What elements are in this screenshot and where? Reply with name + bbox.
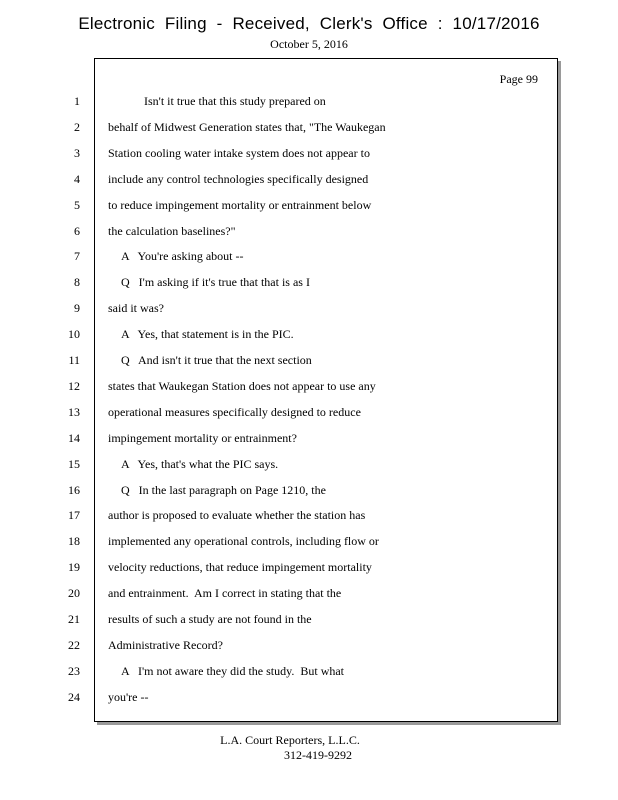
transcript-line	[0, 118, 618, 144]
line-text: said it was?	[108, 301, 164, 316]
line-number: 8	[74, 275, 80, 290]
line-number: 15	[68, 456, 80, 471]
reporter-company: L.A. Court Reporters, L.L.C.	[220, 733, 360, 747]
line-text: A You're asking about --	[121, 249, 244, 264]
line-number: 18	[68, 534, 80, 549]
line-number: 17	[68, 508, 80, 523]
line-text: velocity reductions, that reduce impingement mortality	[108, 560, 372, 575]
line-number: 6	[74, 223, 80, 238]
line-number: 23	[68, 663, 80, 678]
line-text: A Yes, that's what the PIC says.	[121, 456, 279, 471]
transcript-line	[0, 403, 618, 429]
transcript-line	[0, 273, 618, 299]
line-text: the calculation baselines?"	[108, 223, 236, 238]
transcript-line	[0, 481, 618, 507]
line-text: impingement mortality or entrainment?	[108, 430, 297, 445]
line-text: Station cooling water intake system does not appear to	[108, 145, 370, 160]
line-number: 24	[68, 689, 80, 704]
line-text: Q In the last paragraph on Page 1210, the	[121, 482, 326, 497]
transcript-line	[0, 196, 618, 222]
line-text: Administrative Record?	[108, 637, 223, 652]
line-text: implemented any operational controls, including flow or	[108, 534, 379, 549]
line-text: include any control technologies specifically designed	[108, 171, 369, 186]
line-number: 11	[68, 353, 80, 367]
transcript-line	[0, 325, 618, 351]
line-text: and entrainment. Am I correct in stating that the	[108, 586, 342, 601]
line-number: 21	[68, 612, 80, 626]
transcript-line	[0, 688, 618, 714]
line-number: 12	[68, 378, 80, 393]
transcript-line	[0, 506, 618, 532]
transcript-line	[0, 532, 618, 558]
filing-stamp: Electronic Filing - Received, Clerk's Office : 10/17/2016	[78, 14, 540, 33]
transcript-line	[0, 170, 618, 196]
line-number: 1	[74, 94, 80, 108]
transcript-line	[0, 222, 618, 248]
line-number: 13	[68, 404, 80, 419]
transcript-line	[0, 455, 618, 481]
transcript-line	[0, 558, 618, 584]
line-text: A Yes, that statement is in the PIC.	[121, 327, 294, 342]
line-number: 20	[68, 586, 80, 601]
line-text: Isn't it true that this study prepared on	[144, 94, 326, 108]
line-number: 3	[74, 145, 80, 160]
line-number: 14	[68, 430, 80, 445]
transcript-line	[0, 429, 618, 455]
line-number: 22	[68, 637, 80, 652]
reporter-phone: 312-419-9292	[284, 748, 352, 762]
line-text: you're --	[108, 689, 149, 704]
line-text: states that Waukegan Station does not appear to use any	[108, 378, 376, 393]
line-text: Q I'm asking if it's true that that is as I	[121, 275, 310, 290]
line-number: 5	[74, 197, 80, 212]
line-number: 4	[74, 171, 80, 186]
transcript-line	[0, 247, 618, 273]
line-number: 10	[68, 327, 80, 342]
transcript-line	[0, 377, 618, 403]
line-text: operational measures specifically designed to reduce	[108, 404, 361, 419]
line-number: 9	[74, 301, 80, 316]
line-number: 2	[74, 119, 80, 134]
page-number: Page 99	[499, 72, 538, 86]
line-number: 19	[68, 560, 80, 575]
line-text: results of such a study are not found in the	[108, 612, 312, 626]
line-text: Q And isn't it true that the next section	[121, 353, 312, 367]
transcript-line	[0, 144, 618, 170]
line-text: behalf of Midwest Generation states that, "The Waukegan	[108, 119, 386, 134]
transcript-line	[0, 351, 618, 377]
transcript-date: October 5, 2016	[270, 37, 348, 51]
line-text: author is proposed to evaluate whether the station has	[108, 508, 366, 523]
transcript-line	[0, 662, 618, 688]
line-number: 16	[68, 482, 80, 497]
transcript-line	[0, 584, 618, 610]
transcript-line	[0, 610, 618, 636]
transcript-line	[0, 92, 618, 118]
line-text: to reduce impingement mortality or entrainment below	[108, 197, 372, 212]
transcript-line	[0, 299, 618, 325]
line-number: 7	[74, 249, 80, 264]
transcript-line	[0, 636, 618, 662]
line-text: A I'm not aware they did the study. But what	[121, 663, 345, 678]
